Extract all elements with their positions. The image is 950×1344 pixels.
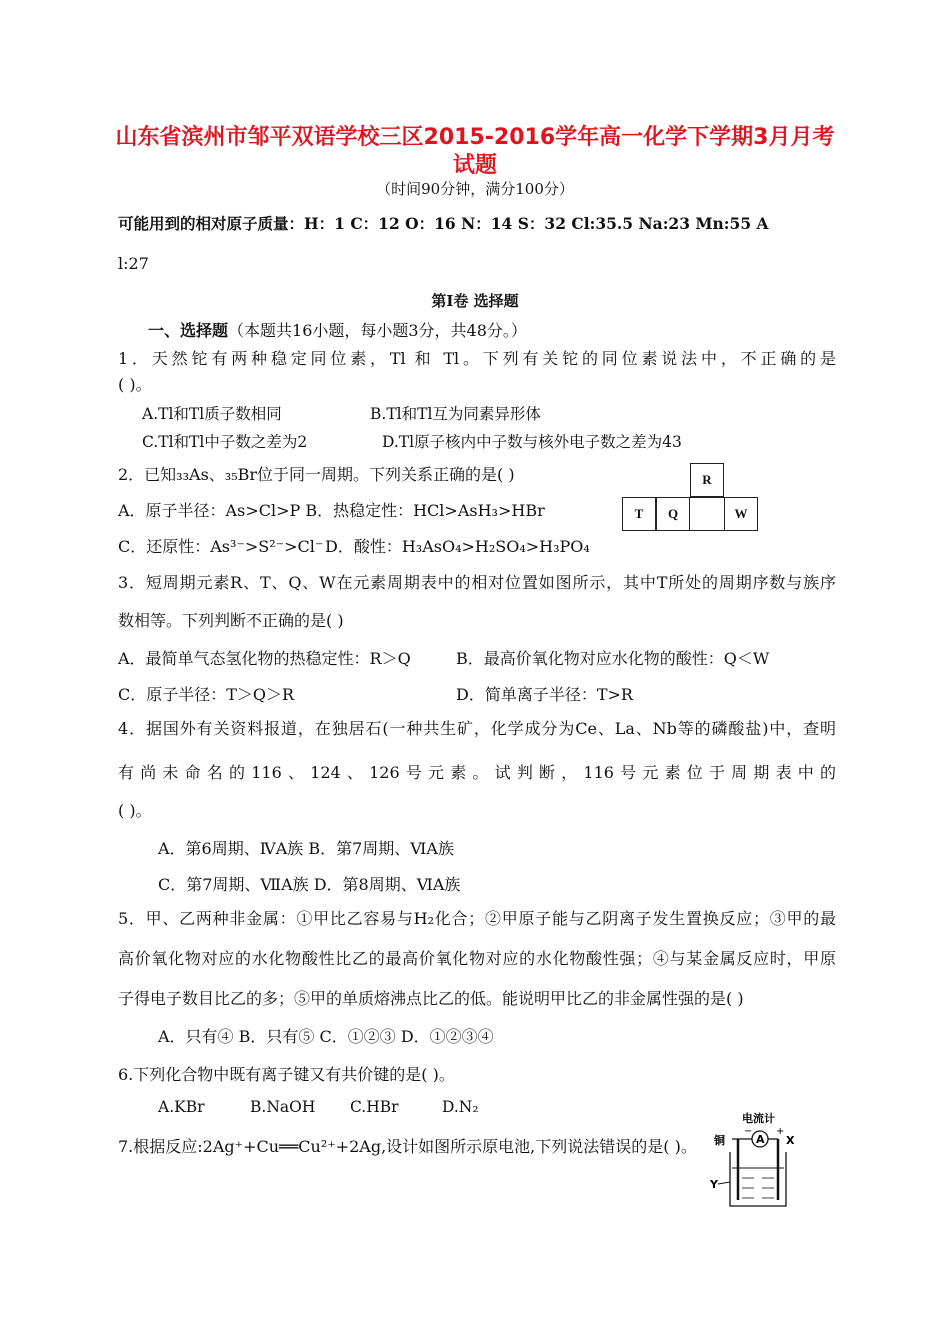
part-label: 一、选择题 bbox=[148, 321, 229, 340]
ammeter-label: A bbox=[756, 1133, 765, 1146]
y-label: Y bbox=[710, 1178, 718, 1191]
meter-label: 电流计 bbox=[742, 1112, 775, 1125]
galvanic-cell-svg bbox=[706, 1110, 816, 1210]
atomic-masses-line2: l:27 bbox=[118, 254, 149, 273]
cell-empty bbox=[690, 497, 724, 531]
exam-title-line2: 试题 bbox=[452, 153, 497, 178]
q1-option-d: D.Tl原子核内中子数与核外电子数之差为43 bbox=[382, 433, 682, 451]
q1-option-b: B.Tl和Tl互为同素异形体 bbox=[370, 405, 541, 423]
q3-stem-line1: 3．短周期元素R、T、Q、W在元素周期表中的相对位置如图所示，其中T所处的周期序数与族序 bbox=[118, 573, 836, 592]
cell-t: T bbox=[622, 497, 656, 531]
q2-option-c: C．还原性：As³⁻>S²⁻>Cl⁻ bbox=[118, 537, 324, 556]
minus-sign: − bbox=[744, 1126, 753, 1137]
q6-stem: 6.下列化合物中既有离子键又有共价键的是( )。 bbox=[118, 1065, 455, 1084]
q3-option-a: A．最简单气态氢化物的热稳定性：R＞Q bbox=[118, 649, 411, 668]
q2-option-d: D．酸性：H₃AsO₄>H₂SO₄>H₃PO₄ bbox=[325, 537, 590, 556]
exam-title-line1: 山东省滨州市邹平双语学校三区2015-2016学年高一化学下学期3月月考 bbox=[115, 125, 835, 150]
q5-stem-line2: 高价氧化物对应的水化物酸性比乙的最高价氧化物对应的水化物酸性强；④与某金属反应时，甲原 bbox=[118, 949, 836, 968]
q3-option-c: C．原子半径：T＞Q＞R bbox=[118, 685, 295, 704]
copper-label: 铜 bbox=[714, 1134, 725, 1147]
q1-option-a: A.Tl和Tl质子数相同 bbox=[142, 405, 282, 423]
q4-options-cd: C．第7周期、ⅦA族 D．第8周期、ⅥA族 bbox=[158, 875, 461, 894]
volume-title: 第Ⅰ卷 选择题 bbox=[431, 292, 519, 310]
q5-stem-line3: 子得电子数目比乙的多；⑤甲的单质熔沸点比乙的低。能说明甲比乙的非金属性强的是( ) bbox=[118, 989, 744, 1008]
q2-stem: 2．已知₃₃As、₃₅Br位于同一周期。下列关系正确的是( ) bbox=[118, 465, 515, 484]
q4-stem-line1: 4．据国外有关资料报道，在独居石(一种共生矿，化学成分为Ce、La、Nb等的磷酸盐)中，查明 bbox=[118, 719, 836, 738]
q1-option-c: C.Tl和Tl中子数之差为2 bbox=[142, 433, 308, 451]
q4-options-ab: A．第6周期、ⅣA族 B．第7周期、ⅥA族 bbox=[158, 839, 454, 858]
q3-option-b: B．最高价氧化物对应水化物的酸性：Q＜W bbox=[456, 649, 770, 668]
exam-subtitle: （时间90分钟，满分100分） bbox=[376, 180, 574, 198]
q2-options-ab: A．原子半径：As>Cl>P B．热稳定性：HCl>AsH₃>HBr bbox=[118, 501, 545, 520]
q4-stem-line3: ( )。 bbox=[118, 801, 152, 820]
q3-stem-line2: 数相等。下列判断不正确的是( ) bbox=[118, 611, 344, 630]
q5-stem-line1: 5．甲、乙两种非金属：①甲比乙容易与H₂化合；②甲原子能与乙阴离子发生置换反应；③甲的最 bbox=[118, 909, 836, 928]
q6-option-a: A.KBr bbox=[158, 1098, 205, 1116]
q3-option-d: D．简单离子半径：T>R bbox=[456, 685, 633, 704]
cell-q: Q bbox=[656, 497, 690, 531]
plus-sign: + bbox=[776, 1126, 785, 1137]
q1-stem-line2: ( )。 bbox=[118, 375, 152, 394]
q7-stem: 7.根据反应:2Ag⁺+Cu══Cu²⁺+2Ag,设计如图所示原电池,下列说法错误的是( )。 bbox=[118, 1137, 697, 1156]
galvanic-cell-figure bbox=[706, 1110, 816, 1210]
cell-r: R bbox=[690, 463, 724, 497]
part-note: （本题共16小题，每小题3分，共48分。） bbox=[228, 321, 527, 340]
q6-option-b: B.NaOH bbox=[250, 1098, 316, 1116]
cell-w: W bbox=[724, 497, 758, 531]
q6-option-c: C.HBr bbox=[350, 1098, 399, 1116]
q1-stem-line1: 1．天然铊有两种稳定同位素，Tl 和 Tl。下列有关铊的同位素说法中，不正确的是 bbox=[118, 349, 836, 368]
part-heading bbox=[148, 318, 527, 341]
q5-options: A．只有④ B．只有⑤ C．①②③ D．①②③④ bbox=[158, 1027, 494, 1046]
atomic-masses-line1: 可能用到的相对原子质量：H：1 C：12 O：16 N：14 S：32 Cl:35.5 Na:23 Mn:55 A bbox=[118, 214, 769, 233]
x-label: X bbox=[786, 1134, 795, 1147]
q6-option-d: D.N₂ bbox=[442, 1098, 479, 1116]
periodic-table-figure bbox=[622, 463, 758, 531]
q4-stem-line2: 有尚未命名的116、124、126号元素。试判断，116号元素位于周期表中的 bbox=[118, 763, 836, 782]
